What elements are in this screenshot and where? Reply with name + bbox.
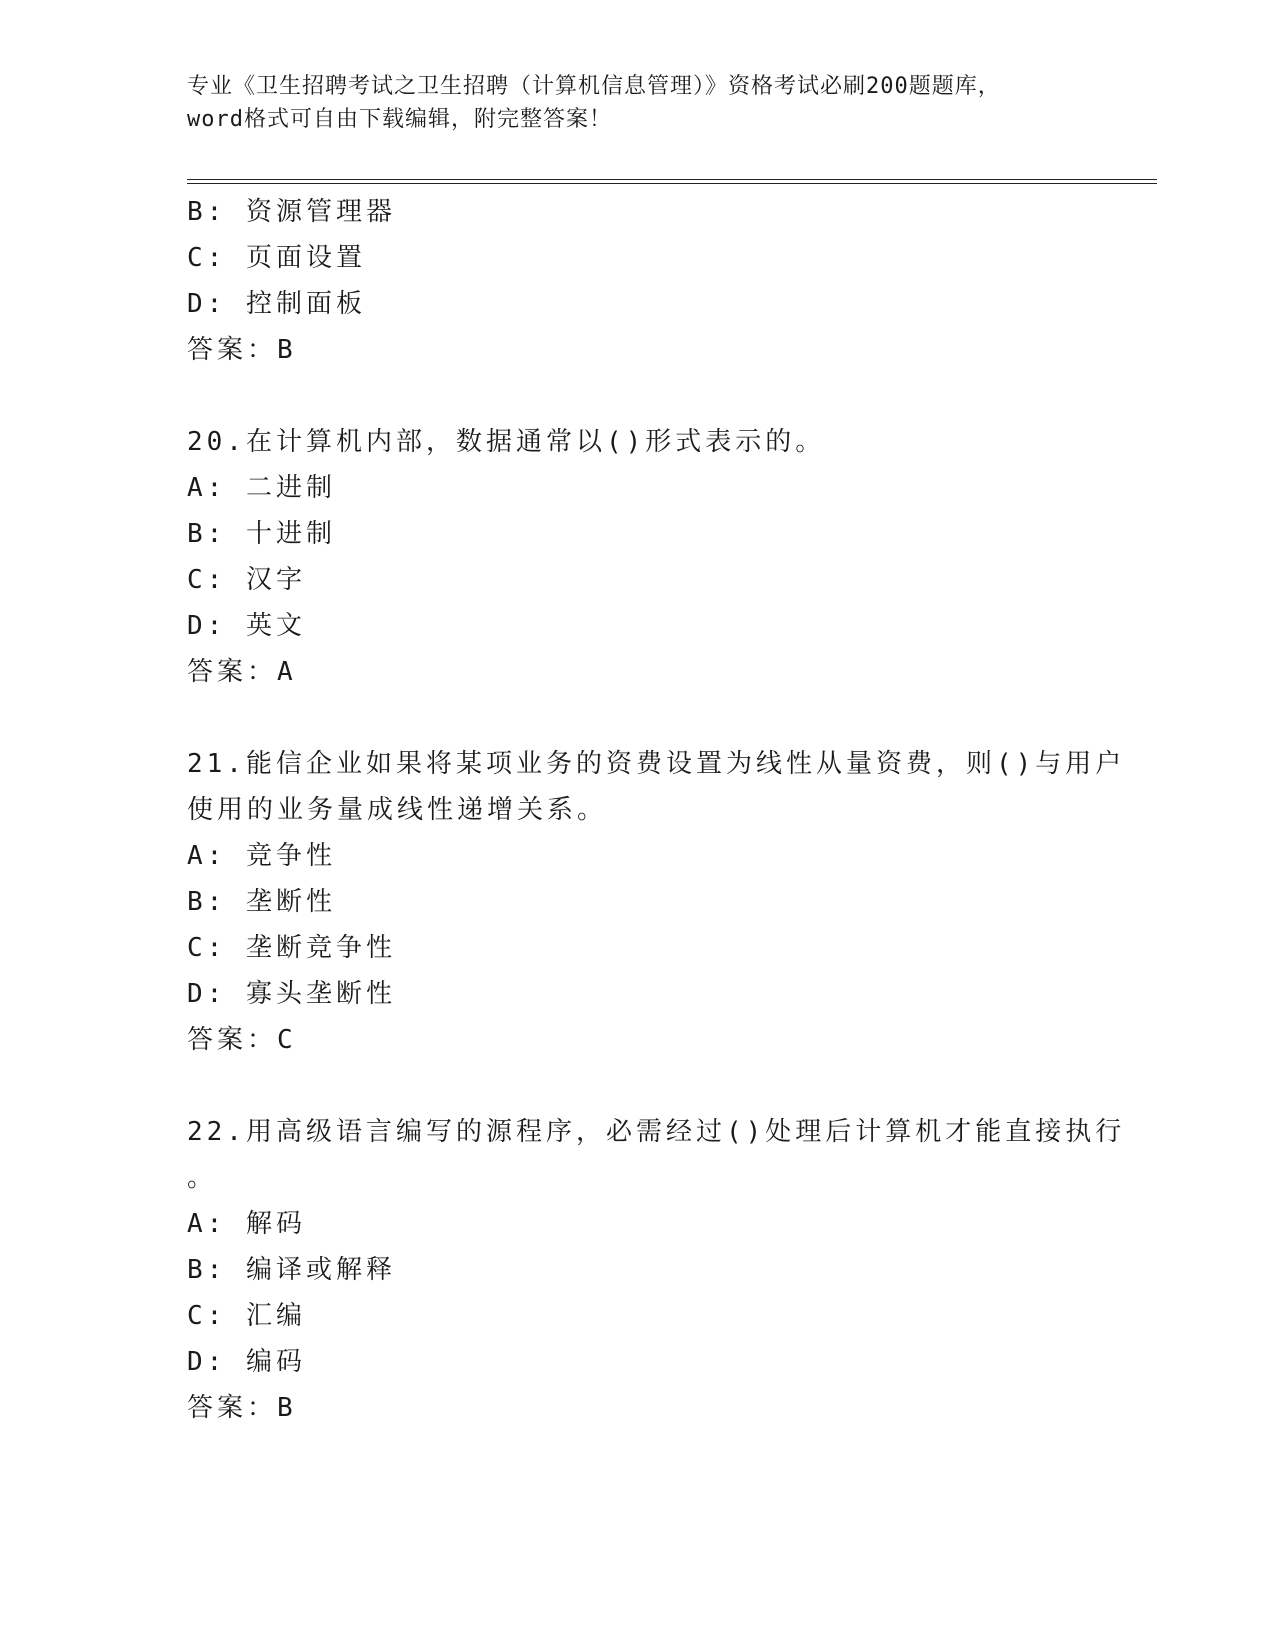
option-a: A: 解码 bbox=[187, 1209, 306, 1239]
question-block-22 bbox=[187, 1109, 1126, 1431]
option-d: D: 控制面板 bbox=[187, 289, 366, 319]
question-stem-line-1: 22.用高级语言编写的源程序，必需经过()处理后计算机才能直接执行 bbox=[187, 1117, 1126, 1147]
question-stem-line-1: 21.能信企业如果将某项业务的资费设置为线性从量资费，则()与用户 bbox=[187, 749, 1126, 779]
option-c: C: 汇编 bbox=[187, 1301, 306, 1331]
question-list bbox=[187, 189, 1126, 1431]
option-b: B: 资源管理器 bbox=[187, 197, 396, 227]
option-d: D: 英文 bbox=[187, 611, 306, 641]
question-block-21 bbox=[187, 741, 1126, 1063]
question-stem-line-2: 使用的业务量成线性递增关系。 bbox=[187, 795, 608, 825]
question-block-20 bbox=[187, 419, 1087, 695]
option-b: B: 编译或解释 bbox=[187, 1255, 396, 1285]
option-a: A: 竞争性 bbox=[187, 841, 336, 871]
answer-label: 答案：A bbox=[187, 657, 297, 687]
option-c: C: 垄断竞争性 bbox=[187, 933, 396, 963]
option-a: A: 二进制 bbox=[187, 473, 336, 503]
header-divider-bottom bbox=[187, 183, 1157, 184]
header-divider-top bbox=[187, 179, 1157, 180]
answer-label: 答案：B bbox=[187, 1393, 297, 1423]
option-b: B: 垄断性 bbox=[187, 887, 336, 917]
question-block-19 bbox=[187, 189, 1087, 373]
header-line-2: word格式可自由下载编辑，附完整答案！ bbox=[187, 107, 612, 132]
answer-label: 答案：B bbox=[187, 335, 297, 365]
spacer bbox=[187, 1063, 1087, 1109]
header-line-1: 专业《卫生招聘考试之卫生招聘（计算机信息管理）》资格考试必刷200题题库， bbox=[187, 74, 1001, 99]
document-header bbox=[187, 70, 1087, 136]
option-c: C: 页面设置 bbox=[187, 243, 366, 273]
question-stem: 20.在计算机内部，数据通常以()形式表示的。 bbox=[187, 427, 826, 457]
option-c: C: 汉字 bbox=[187, 565, 306, 595]
spacer bbox=[187, 373, 1087, 419]
option-d: D: 寡头垄断性 bbox=[187, 979, 396, 1009]
spacer bbox=[187, 695, 1087, 741]
question-stem-line-2: 。 bbox=[187, 1163, 218, 1193]
option-d: D: 编码 bbox=[187, 1347, 306, 1377]
option-b: B: 十进制 bbox=[187, 519, 336, 549]
answer-label: 答案：C bbox=[187, 1025, 297, 1055]
